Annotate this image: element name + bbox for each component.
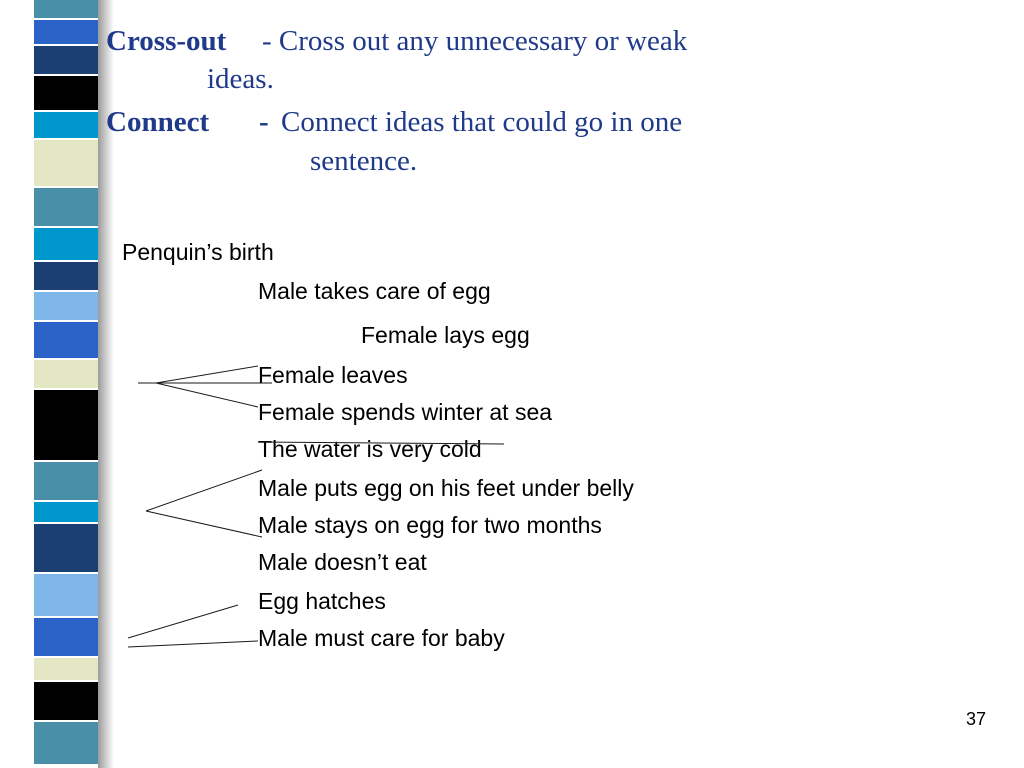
stripe-block [34, 112, 98, 140]
topic-title: Penquin’s birth [122, 239, 274, 265]
stripe-block [34, 682, 98, 722]
stripe-block [34, 574, 98, 618]
connect-term: Connect [106, 106, 210, 138]
list-item: Female lays egg [361, 322, 530, 348]
stripe-block [34, 228, 98, 262]
decorative-stripe [34, 0, 98, 768]
stripe-block [34, 462, 98, 502]
list-item: Female spends winter at sea [258, 399, 553, 425]
stripe-block [34, 262, 98, 292]
connect-definition-line1: Connect ideas that could go in one [281, 106, 683, 138]
stripe-block [34, 20, 98, 46]
cross-out-definition-line1: - Cross out any unnecessary or weak [262, 25, 688, 57]
list-item: Male must care for baby [258, 625, 505, 651]
connect-line-top-lower [156, 383, 258, 407]
connect-dash: - [259, 106, 269, 138]
connect-line-bottom-upper [128, 605, 238, 638]
connect-definition-line2: sentence. [310, 145, 418, 177]
stripe-block [34, 360, 98, 390]
stripe-block [34, 0, 98, 20]
stripe-block [34, 322, 98, 360]
stripe-block [34, 502, 98, 524]
cross-out-term: Cross-out [106, 25, 227, 57]
stripe-block [34, 524, 98, 574]
list-item: The water is very cold [258, 436, 482, 462]
list-item: Female leaves [258, 362, 408, 388]
connect-line-middle-upper [146, 470, 262, 511]
stripe-block [34, 188, 98, 228]
list-item: Male puts egg on his feet under belly [258, 475, 634, 501]
stripe-block [34, 46, 98, 76]
stripe-block [34, 292, 98, 322]
stripe-block [34, 658, 98, 682]
list-item: Male doesn’t eat [258, 549, 427, 575]
page-number: 37 [966, 709, 987, 729]
list-item: Egg hatches [258, 588, 386, 614]
stripe-block [34, 140, 98, 188]
stripe-block [34, 722, 98, 766]
stripe-block [34, 618, 98, 658]
stripe-block [34, 390, 98, 462]
stripe-block [34, 76, 98, 112]
list-item: Male takes care of egg [258, 278, 491, 304]
list-item: Male stays on egg for two months [258, 512, 602, 538]
connect-line-middle-lower [146, 511, 262, 537]
cross-out-definition-line2: ideas. [207, 63, 274, 95]
connect-line-top-upper [156, 366, 258, 383]
connect-line-bottom-lower [128, 641, 258, 647]
